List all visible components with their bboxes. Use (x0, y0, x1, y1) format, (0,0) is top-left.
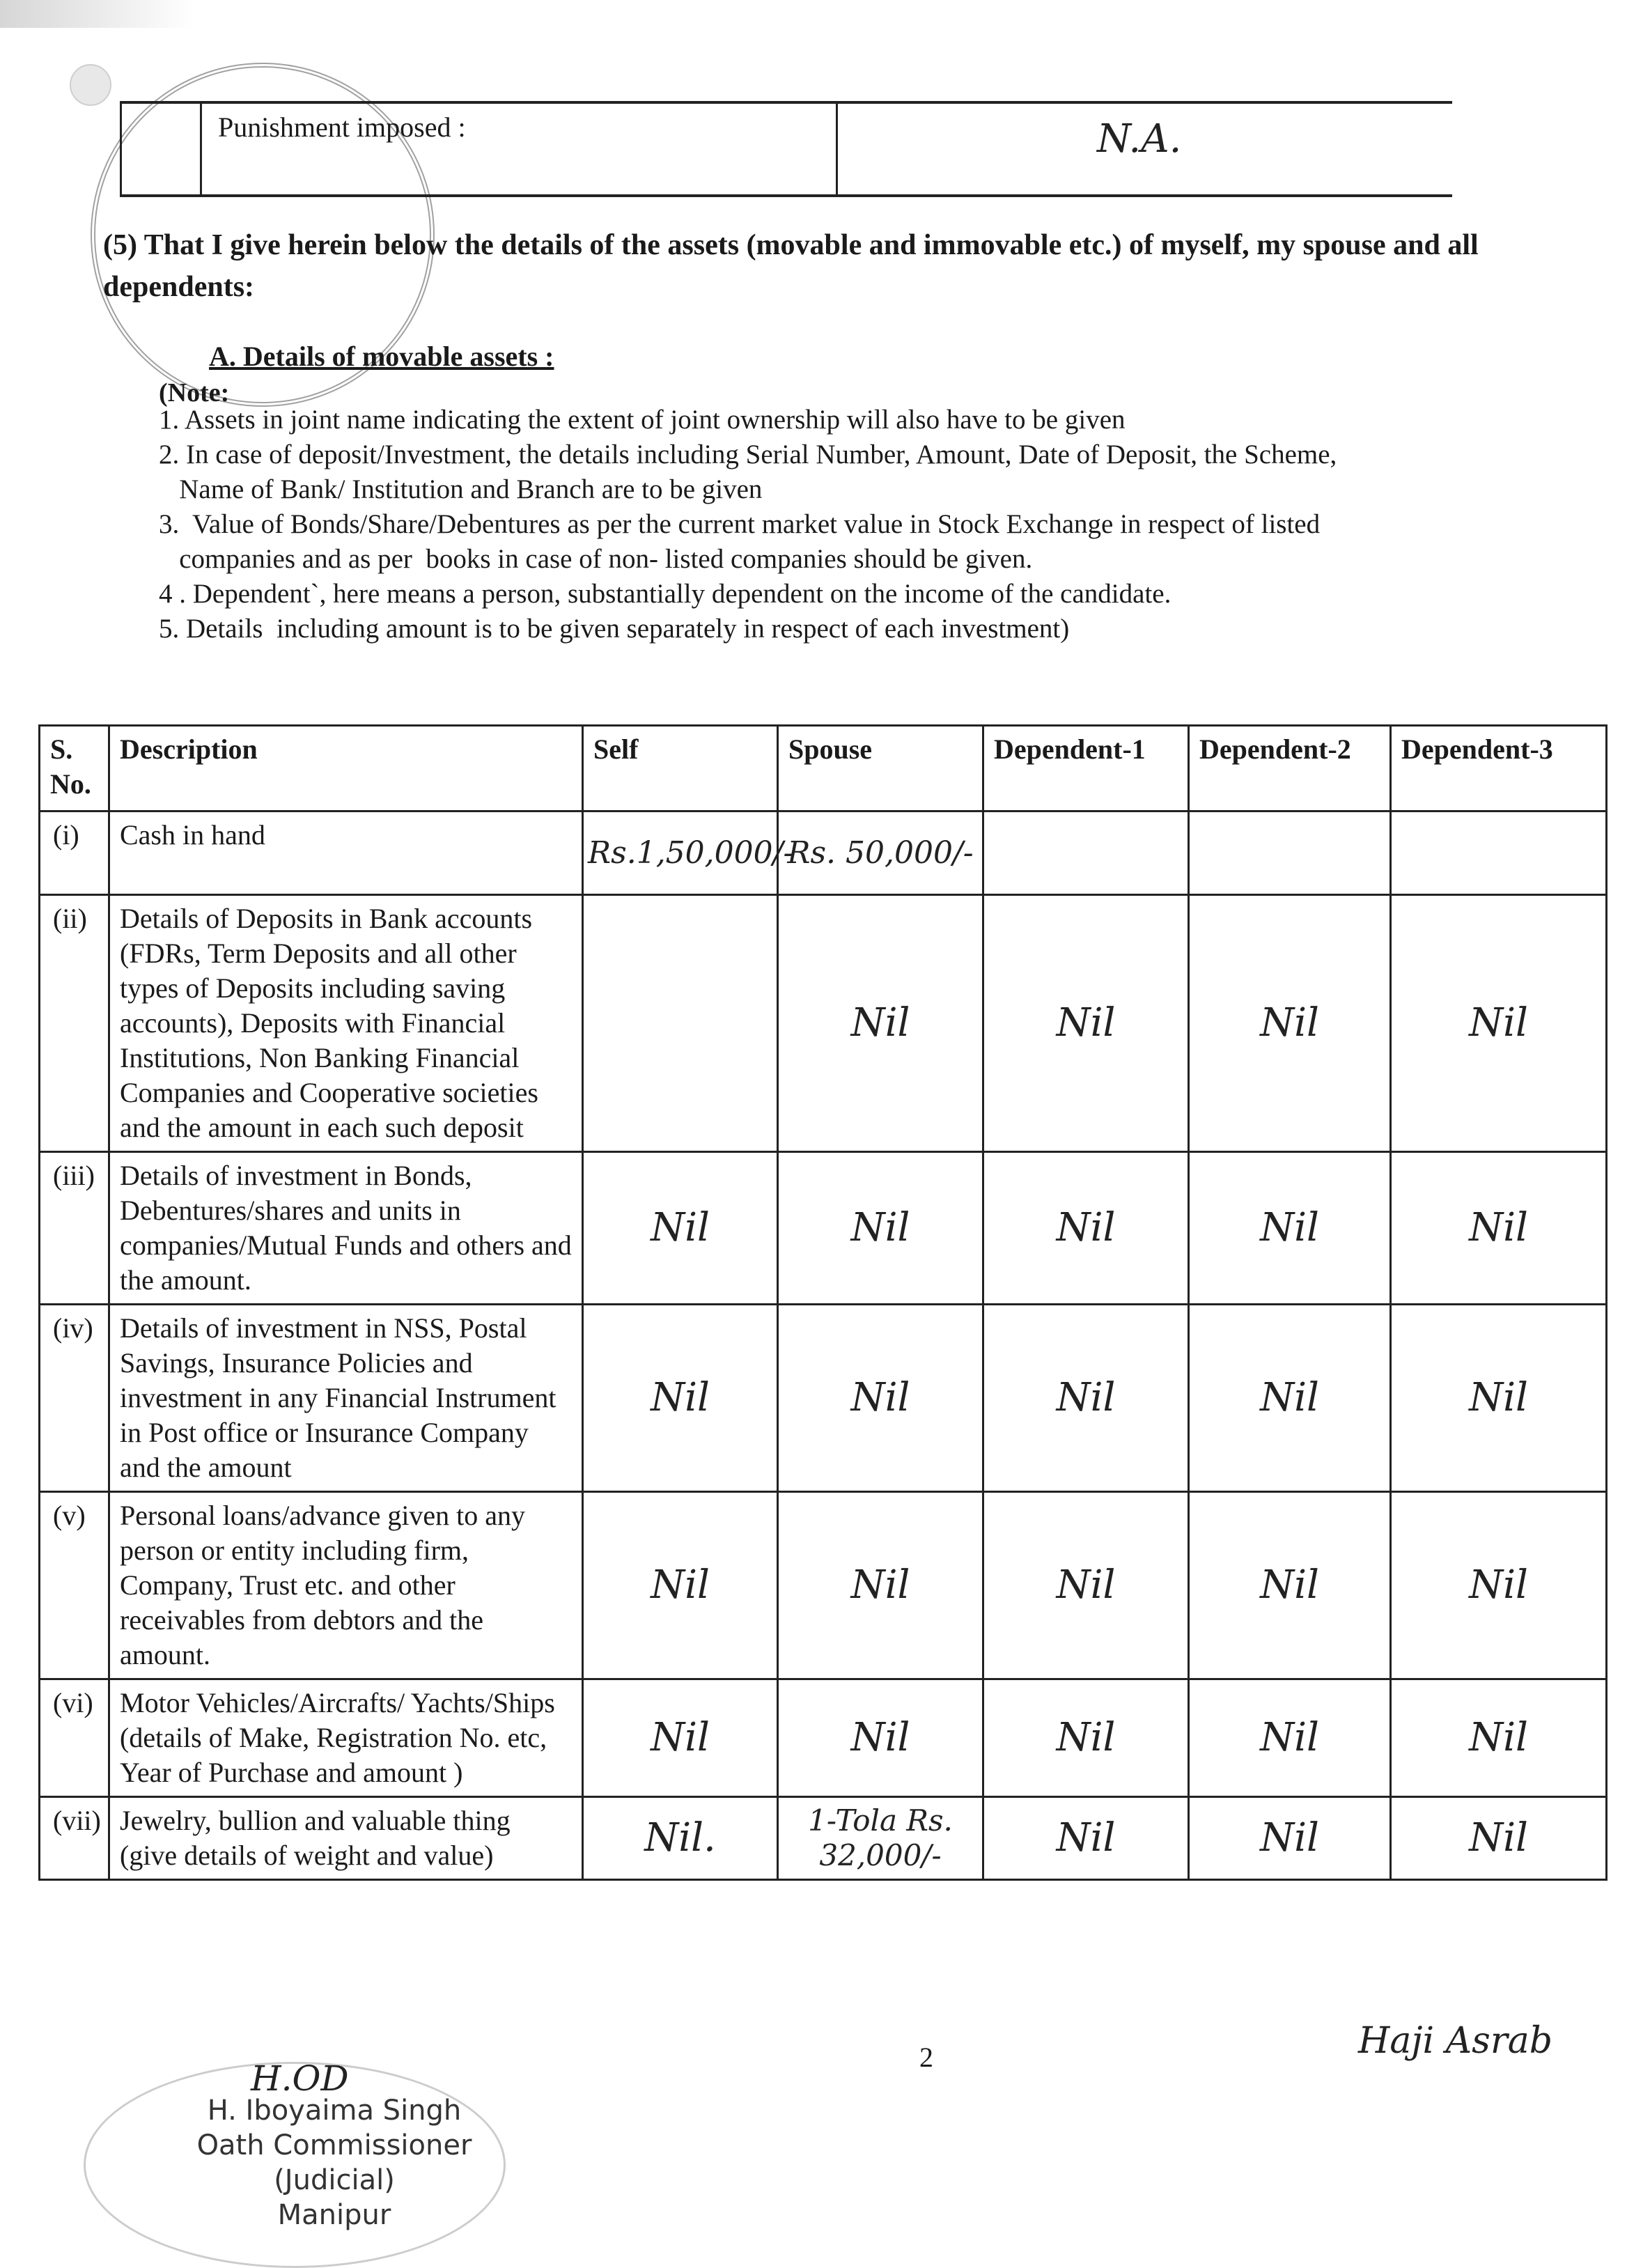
row-description: Personal loans/advance given to any person or entity including firm, Company, Trust etc. and other receivables from debtors and the amount. (109, 1492, 583, 1679)
value-dependent-2: Nil (1189, 1679, 1391, 1797)
commissioner-place: Manipur (277, 2199, 391, 2231)
value-dependent-2: Nil (1189, 1305, 1391, 1492)
header-sno: S. No. (40, 726, 109, 811)
punch-hole-mark (70, 64, 111, 106)
value-dependent-1: Nil (983, 1797, 1189, 1880)
value-dependent-3: Nil (1391, 1152, 1607, 1305)
value-dependent-1: Nil (983, 1152, 1189, 1305)
header-dependent-3: Dependent-3 (1391, 726, 1607, 811)
value-self: Nil (583, 1492, 778, 1679)
scan-artifact (0, 0, 195, 28)
value-spouse: Nil (778, 1492, 983, 1679)
row-description: Details of Deposits in Bank accounts (FDRs, Term Deposits and all other types of Deposits including saving accounts), Deposits with Financial Institutions, Non Banking Financial Companies and Cooperative societies and the amount in each such deposit (109, 895, 583, 1152)
note-item: 1. Assets in joint name indicating the extent of joint ownership will also have to be given (159, 405, 1126, 435)
value-dependent-2 (1189, 811, 1391, 895)
row-sno: (vi) (40, 1679, 109, 1797)
value-dependent-2: Nil (1189, 1152, 1391, 1305)
value-dependent-1: Nil (983, 1679, 1189, 1797)
value-spouse: Rs. 50,000/- (778, 811, 983, 895)
value-dependent-1 (983, 811, 1189, 895)
signature-left: H.OD (251, 2058, 349, 2099)
value-dependent-3: Nil (1391, 1492, 1607, 1679)
value-dependent-1: Nil (983, 895, 1189, 1152)
value-dependent-2: Nil (1189, 895, 1391, 1152)
punishment-index-cell (122, 104, 202, 194)
header-description: Description (109, 726, 583, 811)
header-self: Self (583, 726, 778, 811)
row-sno: (i) (40, 811, 109, 895)
value-dependent-3: Nil (1391, 1305, 1607, 1492)
row-description: Details of investment in NSS, Postal Savings, Insurance Policies and investment in any Financial Instrument in Post office or Insurance Company and the amount (109, 1305, 583, 1492)
punishment-value: N.A. (1097, 116, 1182, 162)
punishment-label: Punishment imposed : (218, 111, 466, 143)
header-dependent-2: Dependent-2 (1189, 726, 1391, 811)
table-row (40, 1492, 1607, 1679)
value-dependent-3: Nil (1391, 1797, 1607, 1880)
commissioner-title: Oath Commissioner (Judicial) (196, 2129, 472, 2196)
row-description: Motor Vehicles/Aircrafts/ Yachts/Ships (details of Make, Registration No. etc, Year of Purchase and amount ) (109, 1679, 583, 1797)
row-description: Details of investment in Bonds, Debentures/shares and units in companies/Mutual Funds and others and the amount. (109, 1152, 583, 1305)
note-item: 2. In case of deposit/Investment, the details including Serial Number, Amount, Date of Deposit, the Scheme, (159, 440, 1337, 469)
signature-right: Haji Asrab (1358, 2020, 1553, 2062)
value-spouse: Nil (778, 1152, 983, 1305)
note-item: 4 . Dependent`, here means a person, substantially dependent on the income of the candidate. (159, 579, 1171, 609)
header-spouse: Spouse (778, 726, 983, 811)
value-dependent-2: Nil (1189, 1492, 1391, 1679)
row-sno: (iv) (40, 1305, 109, 1492)
note-item: 3. Value of Bonds/Share/Debentures as per the current market value in Stock Exchange in respect of listed (159, 509, 1321, 539)
value-self: Nil (583, 1679, 778, 1797)
commissioner-name: H. Iboyaima Singh (207, 2095, 462, 2127)
value-spouse: Nil (778, 1305, 983, 1492)
value-dependent-1: Nil (983, 1305, 1189, 1492)
table-row (40, 895, 1607, 1152)
table-row (40, 1152, 1607, 1305)
notes-list (159, 403, 1552, 646)
table-row (40, 1305, 1607, 1492)
value-dependent-3: Nil (1391, 895, 1607, 1152)
punishment-row (120, 101, 1452, 197)
value-dependent-3 (1391, 811, 1607, 895)
oath-commissioner-stamp (139, 2093, 529, 2232)
movable-assets-subheading: A. Details of movable assets : (209, 341, 554, 372)
value-self: Nil (583, 1305, 778, 1492)
value-self (583, 895, 778, 1152)
row-sno: (vii) (40, 1797, 109, 1880)
row-sno: (iii) (40, 1152, 109, 1305)
value-spouse: 1-Tola Rs. 32,000/- (778, 1797, 983, 1880)
page-number: 2 (919, 2042, 933, 2073)
row-description: Cash in hand (109, 811, 583, 895)
note-open: (Note: (159, 378, 230, 407)
table-header-row (40, 726, 1607, 811)
note-item: 5. Details including amount is to be given separately in respect of each investment) (159, 614, 1070, 644)
row-description: Jewelry, bullion and valuable thing (give details of weight and value) (109, 1797, 583, 1880)
row-sno: (v) (40, 1492, 109, 1679)
value-spouse: Nil (778, 1679, 983, 1797)
value-self: Rs.1,50,000/- (583, 811, 778, 895)
movable-assets-table (38, 724, 1607, 1881)
value-dependent-3: Nil (1391, 1679, 1607, 1797)
value-dependent-1: Nil (983, 1492, 1189, 1679)
value-spouse: Nil (778, 895, 983, 1152)
table-row (40, 811, 1607, 895)
row-sno: (ii) (40, 895, 109, 1152)
table-row (40, 1679, 1607, 1797)
note-item: companies and as per books in case of non- listed companies should be given. (159, 544, 1033, 574)
value-self: Nil (583, 1152, 778, 1305)
section-heading: (5) That I give herein below the details of the assets (movable and immovable etc.) of myself, my spouse and all dependents: (103, 229, 1479, 303)
value-dependent-2: Nil (1189, 1797, 1391, 1880)
table-row (40, 1797, 1607, 1880)
value-self: Nil. (583, 1797, 778, 1880)
header-dependent-1: Dependent-1 (983, 726, 1189, 811)
note-item: Name of Bank/ Institution and Branch are to be given (159, 474, 763, 504)
